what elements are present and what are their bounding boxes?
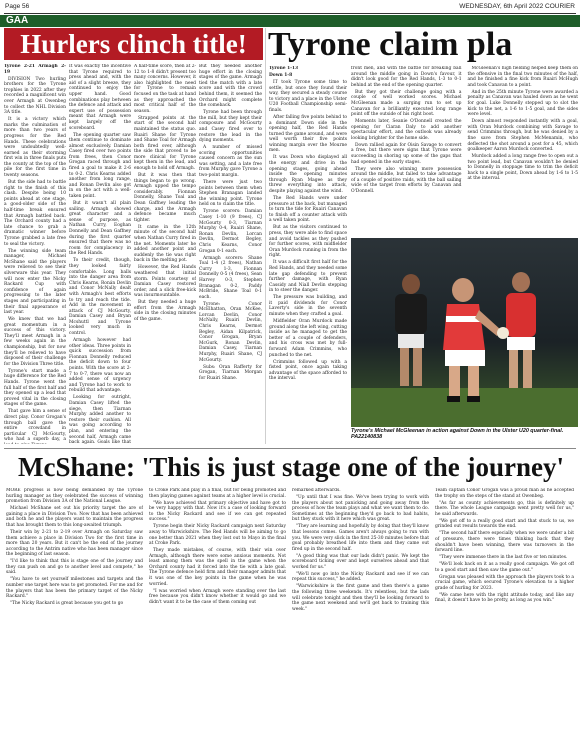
article-paragraph: Murdock added a long range free to open out a two point lead, but Canavan wouldn't be denied to Donnelly in stoppage time to trim the deficit back to a single point, Down ahead by 1-6 to 1-5 at the interval. (467, 154, 578, 182)
mcshane-column-3 (292, 488, 429, 734)
page-header (0, 0, 580, 13)
subheading: Tyrone 2-21 Armagh 2-19 (4, 64, 66, 75)
article-paragraph: Armagh scorers: Shane Toal 1-4 (2 frees), Nathan Curry 1-3, Fionnan Donnelly 0-5 (4 frees), Sean Harvey 0-3, Stephen Branagan 0-2, Paddy McBride, Shane Toal 0-1 each. (199, 255, 262, 300)
article-paragraph: Team captain Conor Grogan was a proud man as he accepted the trophy on the steps of the stand at Owenbeg. (435, 488, 574, 499)
page-number: Page 56 (5, 3, 30, 10)
article-paragraph: And in the 25th minute Tyrone were awarded a penalty as Canavan was hauled down as he went for goal. Luke Donnelly stepped up to slot the kick to the net, a 1-6 to 1-5 goal, and the sides were level. (467, 89, 578, 118)
article-paragraph: Tyrone: Conor McElhatton, Oran McKee, Lorcan Devlin, Conor McNally, Ruairi Devlin, Chris Kearns, Dermot Begley, Aidan Kilpatrick, Conor Grogan, Bryan McGurk, Ronan Devlin, Damian Casey, Tiarnan Murphy, Ruairi Shane, CJ McGourty. (199, 301, 262, 363)
article-paragraph: Michael McShane set out his priority target the are of gaining a place in Division Two. Now that has been achieved and both he and the players want to maintain the progress that has brought them to this long-awaited triumph. (6, 506, 143, 528)
hurlers-column-2 (69, 64, 131, 444)
article-paragraph: They made mistakes, of course, with their win over Armagh, although there were some anxious moments. Not least among them was the spell in the game when the Orchard county had it forced into the tie with a late goal. The Tyrone defence held firm and their manager admits that it was one of the key points in the game when he was worried. (149, 548, 286, 587)
article-paragraph: Down almost responded instantly with a goal, with Oran Murdock combining with Savage to send Crimmins through, but he was denied by a fine save from Stephen McMenamin, who deflected the shot around a post for a 45, which goalkeeper Aaron Murdock converted. (467, 119, 578, 153)
article-paragraph: The winning side team manager, Michael McShane said the players were relieved to see their silverware this year. They will now enter the Nicky Rackard Cup with confidence of again progressing to the later stages and participating in their final appearance of last year. (4, 248, 66, 316)
header-rule (4, 13, 576, 14)
article-paragraph: There were just two points between them when Stephen Branagan landed the winning point. Tyrone held on to claim the title. (199, 180, 262, 208)
article-paragraph: It is a victory which marks the culmination of more than two years of progress for the Red Hands. These celebrations were undoubtedly well-earned as their storming first win in three finals puts the county at the top of the pile for the first time in twenty seasons. (4, 117, 66, 179)
article-paragraph: Grogan was pleased with the approach the players took to a crucial game, which secured Tyrone's elevation to a higher grade of hurling for 2023. (435, 574, 574, 591)
article-paragraph: It was a difficult first half for the Red Hands, and they needed some late gap defending to prevent further damage, with Ryan Cassidy and Niall Devlin stepping in to steer the danger. (269, 260, 347, 294)
article-paragraph: "I'd like to think that this is stage one of the journey and they can push on and go to another level and compete," he said. (6, 559, 143, 576)
article-paragraph: Looking for outright, Damian Casey lifted the siege, then Tiarnan Murphy added another to restore their cushion. All was going according to plan, and entering the second half, Armagh came back again. Goals like that (69, 395, 131, 444)
article-paragraph: Subs: Oran Rafferty for Grogan, Tiarnan Morgan for Ruairi Shane. (199, 364, 262, 381)
mcshane-headline: McShane: 'This is just stage one of the journey' (18, 452, 564, 482)
article-paragraph: The Red Hands were under pressure at the back, but managed to turn the tide for Ruairi Canavan to finish off a counter attack with a well taken point. (269, 196, 347, 224)
hurlers-column-4 (199, 64, 262, 444)
article-paragraph: But as the visitors continued to press, they were able to find space and avoid tackles as they pushed for further scores, with midfielder Oran Murdock running in from the right. (269, 225, 347, 259)
hurlers-column-3 (134, 64, 196, 444)
story-divider (265, 28, 266, 444)
article-paragraph: Down rallied again for Oisin Savage to convert a free, but there were signs that Tyrone were succeeding in shoring up some of the gaps that had opened in the early stages. (351, 142, 462, 165)
hurlers-column-1 (4, 64, 66, 444)
article-paragraph: A number of missed scoring opportunities caused concern as the sun was setting, and a late free from Murphy gave Tyrone a two-point margin. (199, 145, 262, 179)
match-photo (351, 238, 578, 427)
article-paragraph: "They are learning and hopefully by doing that they'll know that lessons comes. Games aren't always going to run with you. We were very slick in the first 25-30 minutes before that goal probably breathed life into them and they came out fired up in the second half. (292, 524, 429, 552)
article-paragraph: It was exactly the incentive that Tyrone required to press ahead and, with the aid of a slight breeze, they continued to enjoy the upper hand. Good combinations play between the defence and attack and expert use of possession meant that Armagh were kept largely off the scoreboard. (69, 64, 131, 131)
article-paragraph: Tyrone begin their Nicky Rackard campaign next Saturday away to Warwickshire. The Red Hands will be aiming to go one better than 2021 when they lost out to Mayo in the final at Croke Park. (149, 524, 286, 547)
article-paragraph: After falling five points behind to a dominant Down side in the opening half, the Red Hands turned the game around, and were well worth their five points winning margin over the Mourne men. (269, 114, 347, 154)
article-paragraph: The pressure was building, and it paid dividends for Conor Laverty's side in the seventh minute when they crafted a goal. (269, 295, 347, 318)
issue-date: WEDNESDAY, 6th April 2022 COURIER (459, 3, 575, 10)
article-paragraph: DIVISION Two hurling brothers for the Tyrone trophies in 2022 after they recorded a magnificent win over Armagh at Owenbeg to collect the NHL Division 3A title. (4, 76, 66, 116)
article-paragraph: remarked afterwards. (292, 488, 341, 493)
subheading: Down 1-8 (269, 72, 293, 78)
article-paragraph: "We got off to a really good start and that stuck to us, we grinded out results towards the end. (435, 518, 574, 530)
article-paragraph: But they needed a huge effort from the Armagh side in the closing minutes of the game. (134, 300, 196, 323)
article-paragraph: Crimmins followed up with a fisted point, once again taking advantage of the space afforded to the interval. (269, 359, 347, 382)
article-paragraph: It was Down who displayed all the energy and drive in the opening stages, going ahead inside the opening minutes through Ryan Magee as they threw everything into attack, despite playing against the wind. (269, 155, 347, 195)
article-paragraph: We knew that we had great momentum in a success of this victory. They'll meet Armagh in a few weeks again in the championship, but for now they'll be relieved to have disposed of their challenge for the Division Three title. (4, 317, 66, 367)
article-paragraph: "The second half there especially when we were under a bit of pressure, there were times thinking back that they shouldn't have been winning, there was turnovers in the forward line. (435, 531, 574, 554)
article-paragraph: It came in the 12th minute of the second half when Nathan Curry fired in the net. Moments later he added another point and suddenly the tie was right back in the melting pot. (134, 224, 196, 264)
article-paragraph: Tyrone had been through the mill, but they kept their composure and McGourty and Casey fired over to restore the lead in the dying moments. (199, 110, 262, 144)
article-paragraph: A half-time score, then at 2-12 to 1-8 didn't present too many concerns. However, it also highlighted the need for Tyrone to remain focused on the task at hand as they approached the most critical half of the season. (134, 64, 196, 114)
article-paragraph: Tyrone scorers: Damian Casey 1-10 (9 frees), CJ McGourty 0-3, Tiarnan Murphy 0-4, Ruairi Shane, Ronan Devlin, Lorcan Devlin, Dermot Begley, Chris Kearns, Conor Grogan 0-1 each. (199, 209, 262, 254)
article-paragraph: "The Nicky Rackard is great because you get to go (10, 601, 124, 607)
section-label: GAA (6, 15, 29, 26)
article-paragraph: "As far as county achievements go, this is definitely up there. The whole League campaign went pretty well for us," he said afterwards. (435, 500, 574, 517)
article-paragraph: That gave him a sense of direct play. Conor Grogan's through ball gave the entire crowdand in particular CJ McGourty, who had a superb day, a (4, 409, 66, 443)
article-paragraph: "We came here with the right attitude today, and like any final, it doesn't have to be pretty, as long as you win." (435, 592, 574, 604)
article-paragraph: Armagh however had other ideas. Three points in quick succession from Fionnan Donnelly reduced the deficit down to four points. With the score at 2-7 to 0-7, there was now an added sense of urgency and Tyrone had to work to rebuild that advantage. (69, 338, 131, 394)
article-paragraph: "You have to set yourself milestones and targets and the number one target here was to get promoted. For me and for the players that has been the primary target of the Nicky Rackard." (6, 577, 143, 600)
article-paragraph: "We have achieved that primary objective and have got to be very happy with that. Now it's a case of looking forward to the Nicky Rackard and see if we can get repeated success." (149, 500, 286, 523)
article-paragraph: But they got their challenge going with a couple of well worked scores. Michael McGleenan made a surging run to set up Canavan for a brilliantly executed long range point off the outside of his right boot. (351, 89, 462, 118)
article-paragraph: Strapped points at the start of the second half maintained the status quo. Ruairi Shane for Tyrone and Shane Toal for Armagh both fired over, although the side that proved to be more clinical for Tyrone kept them in the lead, and enough to hold off Armagh. (134, 115, 196, 172)
tyrone-column-1 (269, 66, 347, 444)
tyrone-headline: Tyrone claim pla (268, 26, 513, 63)
article-paragraph: They were also winning more possession around the middle, but failed to take advantage of a couple of positive raids, with the ball sailing wide of the target from efforts by Canavan and O'Donnell. (351, 166, 462, 195)
article-paragraph: "We'll look back on it as a really good campaign. We got off to a good start and then saw the game out." (435, 562, 574, 573)
article-paragraph: to Croke Park and play in a final, but for being promoted and then playing games against teams at a higher level is crucial. (149, 488, 286, 499)
article-paragraph: "I was worried when Armagh were standing over the last free because you didn't know whether it would go and we didn't want it to be the case of them coming out (149, 588, 286, 605)
article-paragraph: "We'll now go into the Nicky Rackard and see if we can repeat this success," he added. (292, 571, 429, 583)
article-paragraph: But they needed another huge effort in the closing stages of the game. Armagh tied the match with a late score and with the crowd behind them, it seemed the Orchard might complete the comeback. (199, 64, 262, 109)
article-paragraph: "Up until that I was fine. We've been trying to work with the players about not panicking and going away from the process of how the team plays and what we want them to do. Sometimes at the beginning they'd go back to bad habits, but they stuck with it here which was great. (292, 494, 429, 523)
tyrone-column-2 (351, 66, 578, 236)
article-paragraph: To their credit, though, they looked fairly comfortable. Long balls into the danger area from Chris Kearns, Ronán Devlin and Conor McNally dealt with Armagh's best efforts to try and reach the tide. Add in the movement in attack of CJ McGourty, Damian Casey and Bryan Mcshuttl and Tyrone looked very much in control. (69, 258, 131, 337)
article-paragraph: McGleenan's high fielding helped keep them on the offensive in the final two minutes of the half, and he finished a fine kick from Ruairi McHugh and took Canavan to a point. (467, 66, 578, 88)
article-paragraph: "A good thing was that our lads didn't panic. We kept the scoreboard ticking over and kept ourselves ahead and that worked for us." (292, 553, 429, 570)
mcshane-column-2 (149, 488, 286, 734)
mcshane-column-1 (6, 488, 143, 734)
article-paragraph: front men, and with the battle for breaking ball around the middle going in Down's favour, it didn't look good for the Red Hands, 1-3 to 0-1 behind at the end of the opening quarter. (351, 66, 462, 88)
article-paragraph: Moments later, Seanie O'Donnell created the opening for Ciaran Daly to add another spectacular effort, and the outlook was already looking brighter for the home side. (351, 119, 462, 141)
article-paragraph: But it was then that things began to go wrong. Armagh upped the tempo considerably. Fionnan Donnelly, Shane Toal and Dean Gaffney leading the charge, and the Armagh defence became much tighter. (134, 173, 196, 223)
article-paragraph: But it wasn't all plain sailing. Armagh showed great character and a sense of purpose, as Nathan Curry, Eoghan Donnelly and Dean Gaffney during the first quarter ensured that there was no room for complacency in the Red Hands. (69, 201, 131, 257)
article-paragraph: Midfielder Oran Murdock made ground along the left wing, cutting inside as he managed to get the better of a couple of defenders, and his cross was met by full-forward Adam Crimmins, who punched to the net. (269, 319, 347, 358)
article-paragraph: MORE progress is now being demanded by the Tyrone hurling manager as they celebrated the success of winning promotion from Division 3A of the National League. (6, 488, 143, 505)
hurlers-headline: Hurlers clinch title! (20, 29, 247, 59)
article-paragraph: IT took Tyrone some time to settle, but once they found their way, they secured a steady course to victory and a place in the Ulster U20 Football Championship semi-finals. (269, 79, 347, 113)
article-paragraph: Their win by 2-21 to 2-19 over Armagh on Saturday saw them achieve a place in Division Two for the first time in more than 20 years. But it can't be the end of the journey according to the Antrim native who has been manager since the beginning of last season. (6, 529, 143, 558)
article-paragraph: "They were immense there in the last five or ten minutes. (439, 555, 568, 561)
article-paragraph: However, the Red Hands weathered that initial storm. Points courtesy of Damian Casey restored order, and a slick free-kick was insurmountable. (134, 265, 196, 299)
article-paragraph: The opening quarter saw them continue to dominate almost exclusively. Damian Casey fired over two points from frees, then Conor Grogan raced through and fired a goal to make it 2-6 to 0-2. Chris Kearns added another from long range, and Ronan Devlin also got in on the act with a well-taken point. (69, 132, 131, 200)
section-rule (4, 448, 576, 449)
article-paragraph: But the side had to battle right to the finish of this clash. Despite being 10 points ahead at one stage, a good-older side of the half-time break ensured that Armagh battled back. The Orchard county had a late chance to grab a dramatic winner before Tyrone grabbed a late free to seal the victory. (4, 180, 66, 247)
photo-caption: Tyrone's Michael McGleenan in action against Down in the Ulster U20 quarter-final. PA22140838 (351, 428, 564, 441)
article-paragraph: Tyrone's start made a huge difference for the Red Hands. Tyrone went the full half of the first half and they opened up a lead that proved vital in the closing stages of the game. (4, 368, 66, 408)
article-paragraph: "Warwickshire is the first game and then there's a game the following three weekends. It's relentless, but the lads will celebrate tonight and then they'll be looking forward to the game next weekend and we'll get back to training this week." (292, 584, 429, 612)
mcshane-column-4 (435, 488, 574, 734)
subheading: Tyrone 1-13 (269, 66, 299, 71)
